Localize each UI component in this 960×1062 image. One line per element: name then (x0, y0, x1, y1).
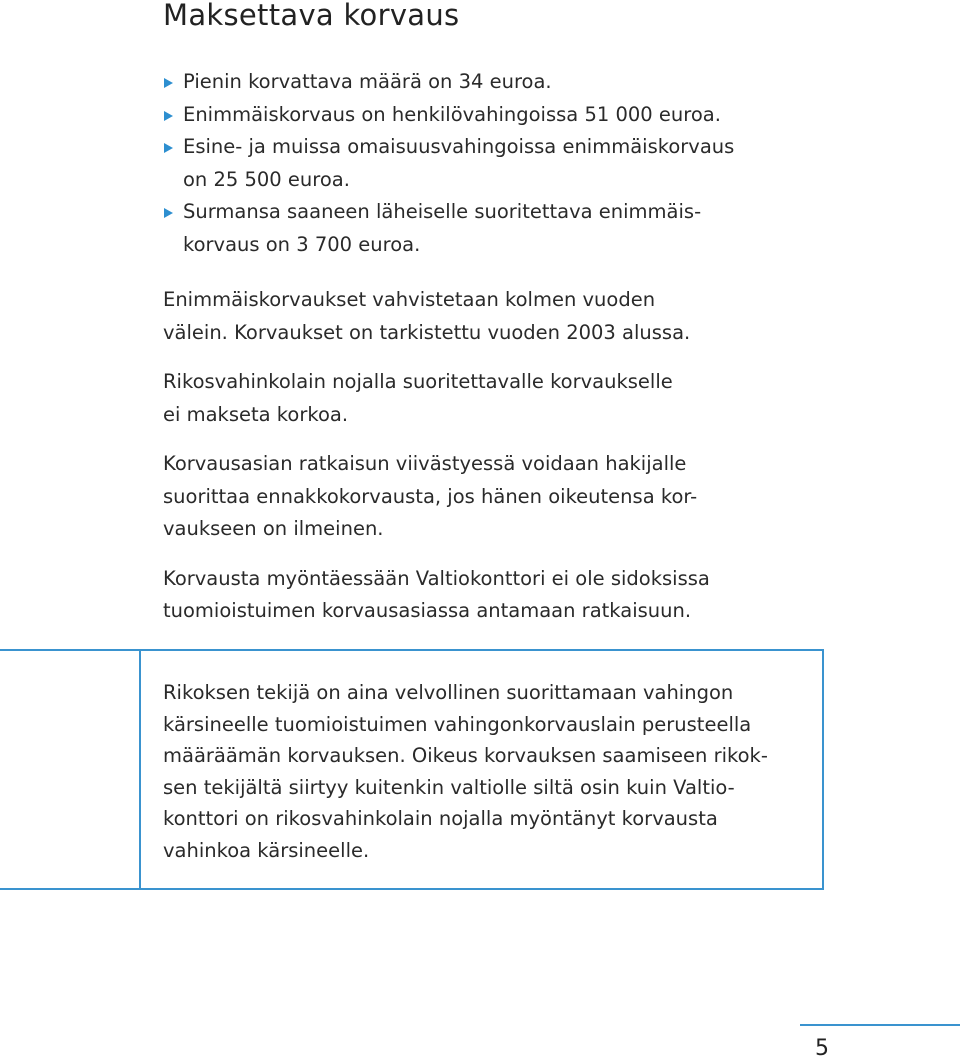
info-box-left-border (139, 649, 141, 890)
paragraph-line: Korvausta myöntäessään Valtiokonttori ei ole sidoksissa (163, 566, 710, 590)
page-number: 5 (815, 1036, 829, 1061)
bullet-line: on 25 500 euroa. (183, 167, 350, 191)
bullet-arrow-icon (164, 143, 173, 153)
paragraph-line: Enimmäiskorvaukset vahvistetaan kolmen vuoden (163, 288, 656, 311)
paragraph-line: vaukseen on ilmeinen. (163, 517, 384, 540)
paragraph (163, 284, 803, 349)
bullet-item (163, 99, 803, 132)
info-box-line: Rikoksen tekijä on aina velvollinen suorittamaan vahingon (163, 681, 734, 704)
bullet-arrow-icon (164, 208, 173, 218)
bullet-item (163, 131, 803, 196)
bullet-line: Pienin korvattava määrä on 34 euroa. (183, 70, 552, 93)
info-box-line: sen tekijältä siirtyy kuitenkin valtiolle siltä osin kuin Valtio- (163, 775, 735, 799)
bullet-item (163, 66, 803, 99)
paragraph-line: välein. Korvaukset on tarkistettu vuoden 2003 alussa. (163, 320, 691, 344)
page-title: Maksettava korvaus (163, 0, 460, 32)
info-box-text (163, 677, 803, 866)
bullet-list (163, 66, 803, 261)
paragraph-line: tuomioistuimen korvausasiassa antamaan ratkaisuun. (163, 599, 692, 622)
bullet-arrow-icon (164, 78, 173, 88)
bullet-arrow-icon (164, 111, 173, 121)
bullet-line: Surmansa saaneen läheiselle suoritettava enimmäis- (183, 200, 702, 223)
info-box-line: kärsineelle tuomioistuimen vahingonkorvauslain perusteella (163, 712, 752, 736)
bullet-line: Enimmäiskorvaus on henkilövahingoissa 51 000 euroa. (183, 102, 721, 126)
paragraph-line: Korvausasian ratkaisun viivästyessä voidaan hakijalle (163, 452, 687, 475)
paragraph-line: Rikosvahinkolain nojalla suoritettavalle korvaukselle (163, 370, 673, 393)
main-content (163, 66, 803, 628)
paragraph-line: ei makseta korkoa. (163, 402, 349, 426)
paragraph (163, 448, 803, 546)
bullet-line: korvaus on 3 700 euroa. (183, 232, 421, 256)
paragraph (163, 366, 803, 431)
info-box-line: määräämän korvauksen. Oikeus korvauksen saamiseen rikok- (163, 744, 768, 767)
paragraph-line: suorittaa ennakkokorvausta, jos hänen oikeutensa kor- (163, 484, 698, 508)
bullet-line: Esine- ja muissa omaisuusvahingoissa enimmäiskorvaus (183, 135, 735, 158)
page-number-rule (800, 1024, 960, 1026)
paragraph (163, 563, 803, 628)
bullet-item (163, 196, 803, 261)
info-box-line: konttori on rikosvahinkolain nojalla myöntänyt korvausta (163, 807, 718, 830)
info-box-line: vahinkoa kärsineelle. (163, 838, 370, 862)
